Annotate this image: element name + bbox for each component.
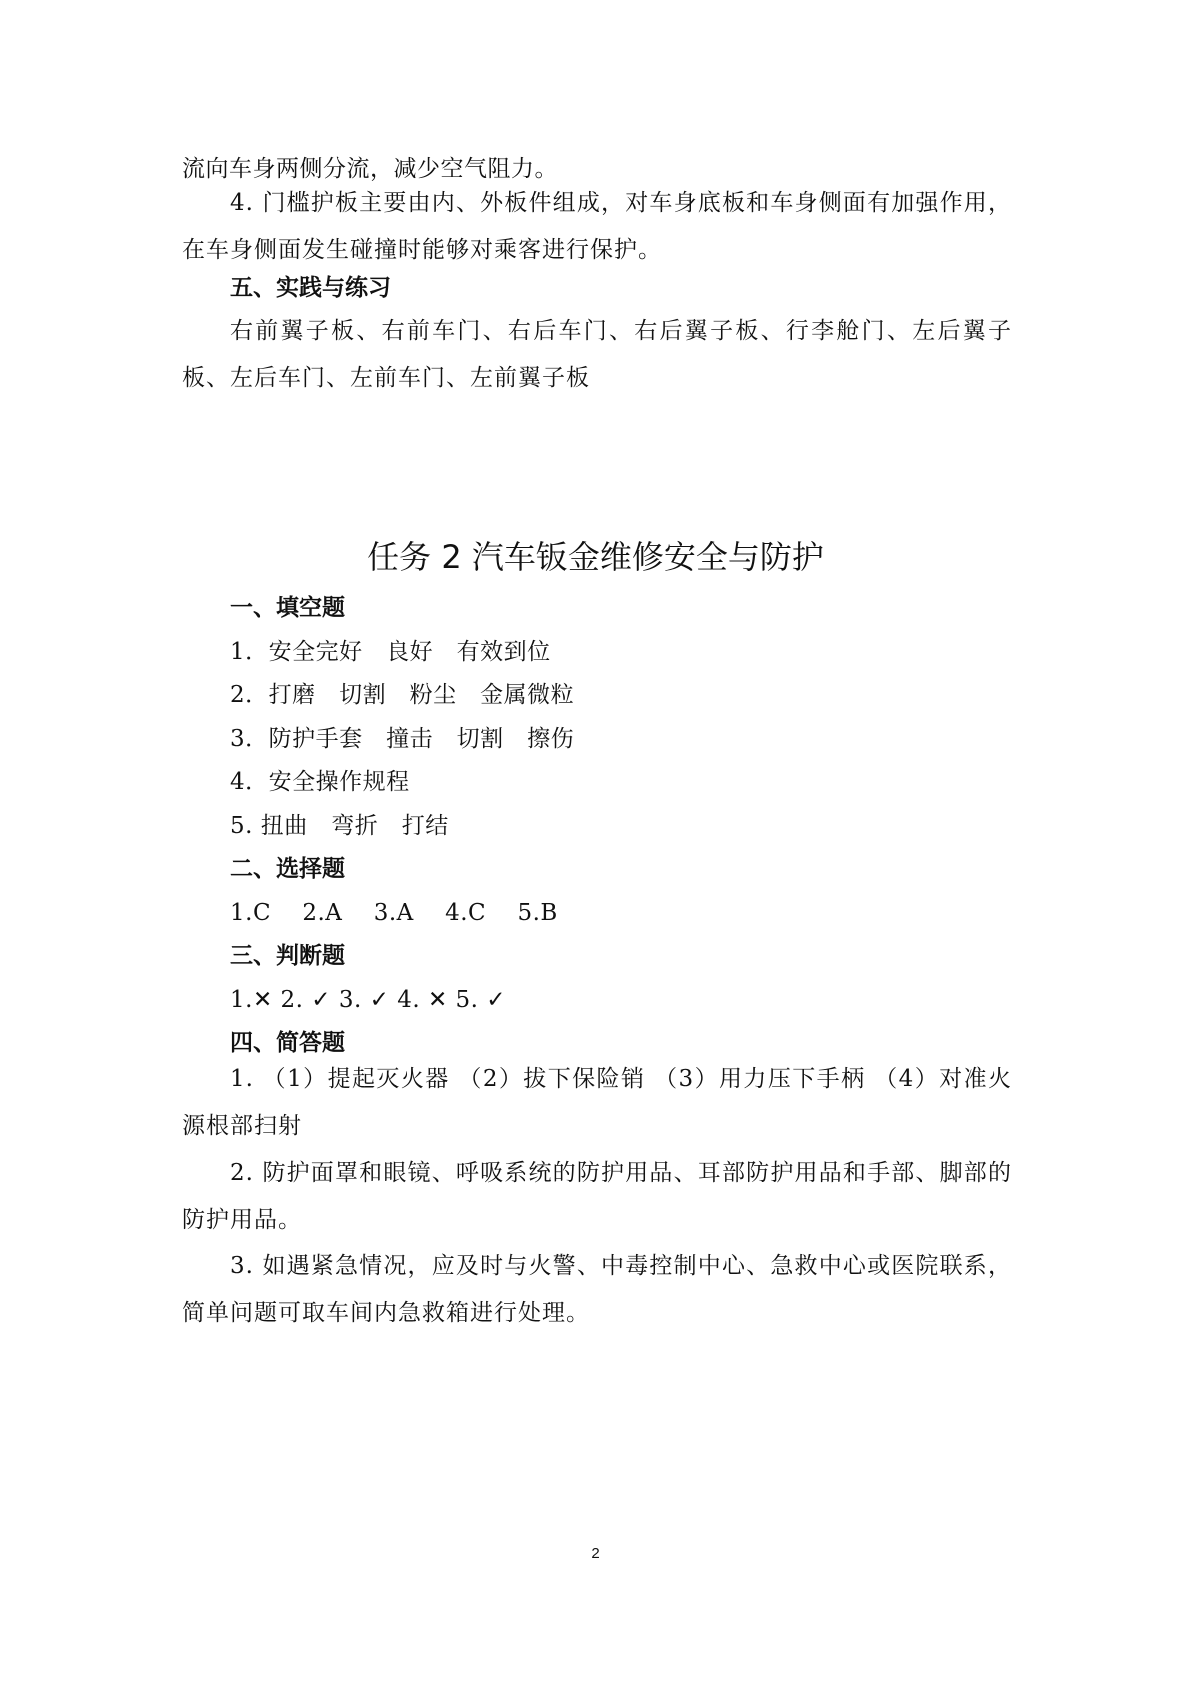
fill-item: 3．防护手套 撞击 切割 擦伤 — [230, 726, 575, 752]
section-heading-short: 四、简答题 — [230, 1030, 345, 1056]
fill-item: 2．打磨 切割 粉尘 金属微粒 — [230, 682, 575, 708]
section-heading-fill: 一、填空题 — [230, 595, 345, 621]
section-heading-judge: 三、判断题 — [230, 943, 345, 969]
judge-answers: 1.✕ 2. ✓ 3. ✓ 4. ✕ 5. ✓ — [230, 987, 507, 1013]
short-answer-2: 2. 防护面罩和眼镜、呼吸系统的防护用品、耳部防护用品和手部、脚部的防护用品。 — [182, 1160, 1012, 1233]
short-answer-1: 1. （1）提起灭火器 （2）拔下保险销 （3）用力压下手柄 （4）对准火源根部扫射 — [182, 1066, 1012, 1139]
short-answer-3: 3. 如遇紧急情况，应及时与火警、中毒控制中心、急救中心或医院联系，简单问题可取车间内急救箱进行处理。 — [182, 1253, 1012, 1326]
answer-paragraph-4: 4. 门槛护板主要由内、外板件组成，对车身底板和车身侧面有加强作用，在车身侧面发生碰撞时能够对乘客进行保护。 — [182, 190, 1012, 263]
task-title: 任务 2 汽车钣金维修安全与防护 — [367, 538, 824, 576]
fill-item: 1．安全完好 良好 有效到位 — [230, 639, 551, 665]
practice-paragraph: 右前翼子板、右前车门、右后车门、右后翼子板、行李舱门、左后翼子板、左后车门、左前车门、左前翼子板 — [182, 318, 1012, 391]
section-heading-choice: 二、选择题 — [230, 856, 345, 882]
continuation-line: 流向车身两侧分流，减少空气阻力。 — [182, 156, 558, 182]
section-heading-practice: 五、实践与练习 — [230, 275, 391, 301]
fill-item: 5. 扭曲 弯折 打结 — [230, 813, 449, 839]
choice-answers: 1.C 2.A 3.A 4.C 5.B — [230, 900, 558, 926]
page-number: 2 — [591, 1545, 600, 1562]
fill-item: 4．安全操作规程 — [230, 769, 410, 795]
